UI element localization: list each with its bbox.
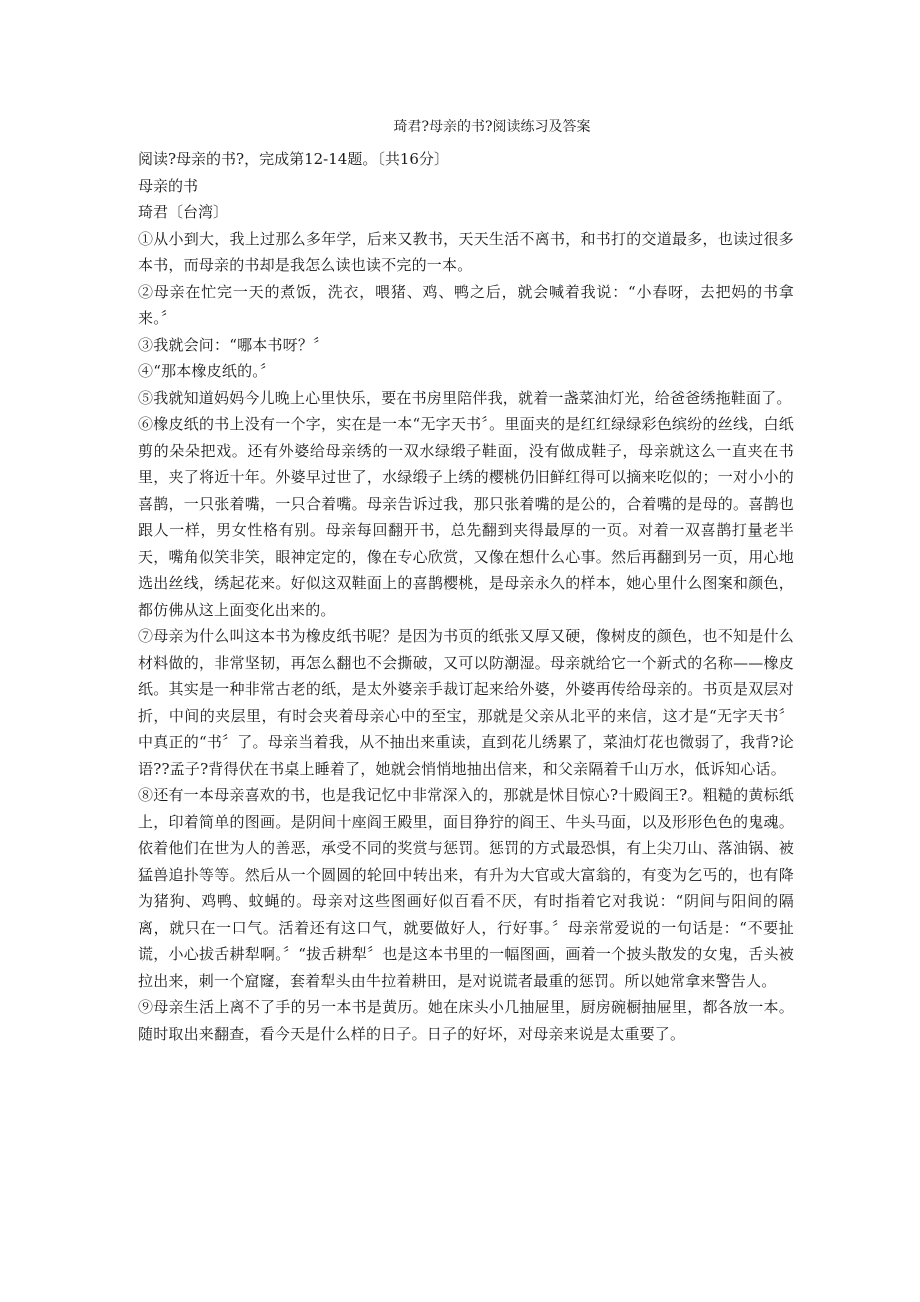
- paragraph-5: ⑤我就知道妈妈今儿晚上心里快乐，要在书房里陪伴我，就着一盏菜油灯光，给爸爸绣拖鞋面了。: [138, 388, 792, 407]
- exercise-instruction: 阅读?母亲的书?，完成第12-14题。〔共16分〕: [138, 150, 449, 168]
- paragraph-2: ②母亲在忙完一天的煮饭，洗衣，喂猪、鸡、鸭之后，就会喊着我说：“小春呀，去把妈的书拿来。〞: [138, 282, 794, 327]
- paragraph-1: ①从小到大，我上过那么多年学，后来又教书，天天生活不离书，和书打的交道最多，也读过很多本书，而母亲的书却是我怎么读也读不完的一本。: [138, 229, 794, 274]
- paragraph-6: ⑥橡皮纸的书上没有一个字，实在是一本“无字天书〞。里面夹的是红红绿绿彩色缤纷的丝线，白纸剪的朵朵把戏。还有外婆给母亲绣的一双水绿缎子鞋面，没有做成鞋子，母亲就这么一直夹在书里，夹了将近十年。外婆早过世了，水绿缎子上绣的樱桃仍旧鲜红得可以摘来吃似的；一对小小的喜鹊，一只张着嘴，一只合着嘴。母亲告诉过我，那只张着嘴的是公的，合着嘴的是母的。喜鹊也跟人一样，男女性格有别。母亲每回翻开书，总先翻到夹得最厚的一页。对着一双喜鹊打量老半天，嘴角似笑非笑，眼神定定的，像在专心欣赏，又像在想什么心事。然后再翻到另一页，用心地选出丝线，绣起花来。好似这双鞋面上的喜鹊樱桃，是母亲永久的样本，她心里什么图案和颜色，都仿佛从这上面变化出来的。: [138, 415, 794, 619]
- article-title: 母亲的书: [138, 176, 199, 195]
- paragraph-8: ⑧还有一本母亲喜欢的书，也是我记忆中非常深入的，那就是怵目惊心?十殿阎王?。粗糙的黄标纸上，印着简单的图画。是阴间十座阎王殿里，面目狰狞的阎王、牛头马面，以及形形色色的鬼魂。依着他们在世为人的善恶，承受不同的奖赏与惩罚。惩罚的方式最恐惧，有上尖刀山、落油锅、被猛兽追扑等等。然后从一个圆圆的轮回中转出来，有升为大官或大富翁的，有变为乞丐的，也有降为猪狗、鸡鸭、蚊蝇的。母亲对这些图画好似百看不厌，有时指着它对我说：“阴间与阳间的隔离，就只在一口气。活着还有这口气，就要做好人，行好事。〞母亲常爱说的一句话是：“不要扯谎，小心拔舌耕犁啊。〞“拔舌耕犁〞也是这本书里的一幅图画，画着一个披头散发的女鬼，舌头被拉出来，刺一个窟窿，套着犁头由牛拉着耕田，是对说谎者最重的惩罚。所以她常拿来警告人。: [138, 786, 794, 990]
- paragraph-3: ③我就会问：“哪本书呀？〞: [138, 335, 329, 354]
- document-page: [138, 112, 794, 1047]
- article-author: 琦君〔台湾〕: [138, 203, 229, 221]
- paragraph-7: ⑦母亲为什么叫这本书为橡皮纸书呢？是因为书页的纸张又厚又硬，像树皮的颜色，也不知是什么材料做的，非常坚韧，再怎么翻也不会撕破，又可以防潮湿。母亲就给它一个新式的名称——橡皮纸。其实是一种非常古老的纸，是太外婆亲手裁订起来给外婆，外婆再传给母亲的。书页是双层对折，中间的夹层里，有时会夹着母亲心中的至宝，那就是父亲从北平的来信，这才是“无字天书〞中真正的“书〞了。母亲当着我，从不抽出来重读，直到花儿绣累了，菜油灯花也微弱了，我背?论语??孟子?背得伏在书桌上睡着了，她就会悄悄地抽出信来，和父亲隔着千山万水，低诉知心话。: [138, 627, 794, 778]
- paragraph-4: ④“那本橡皮纸的。〞: [138, 362, 276, 380]
- paragraph-9: ⑨母亲生活上离不了手的另一本书是黄历。她在床头小几抽屉里，厨房碗橱抽屉里，都各放一本。随时取出来翻查，看今天是什么样的日子。日子的好坏，对母亲来说是太重要了。: [138, 998, 794, 1043]
- document-title: 琦君?母亲的书?阅读练习及答案: [393, 119, 591, 135]
